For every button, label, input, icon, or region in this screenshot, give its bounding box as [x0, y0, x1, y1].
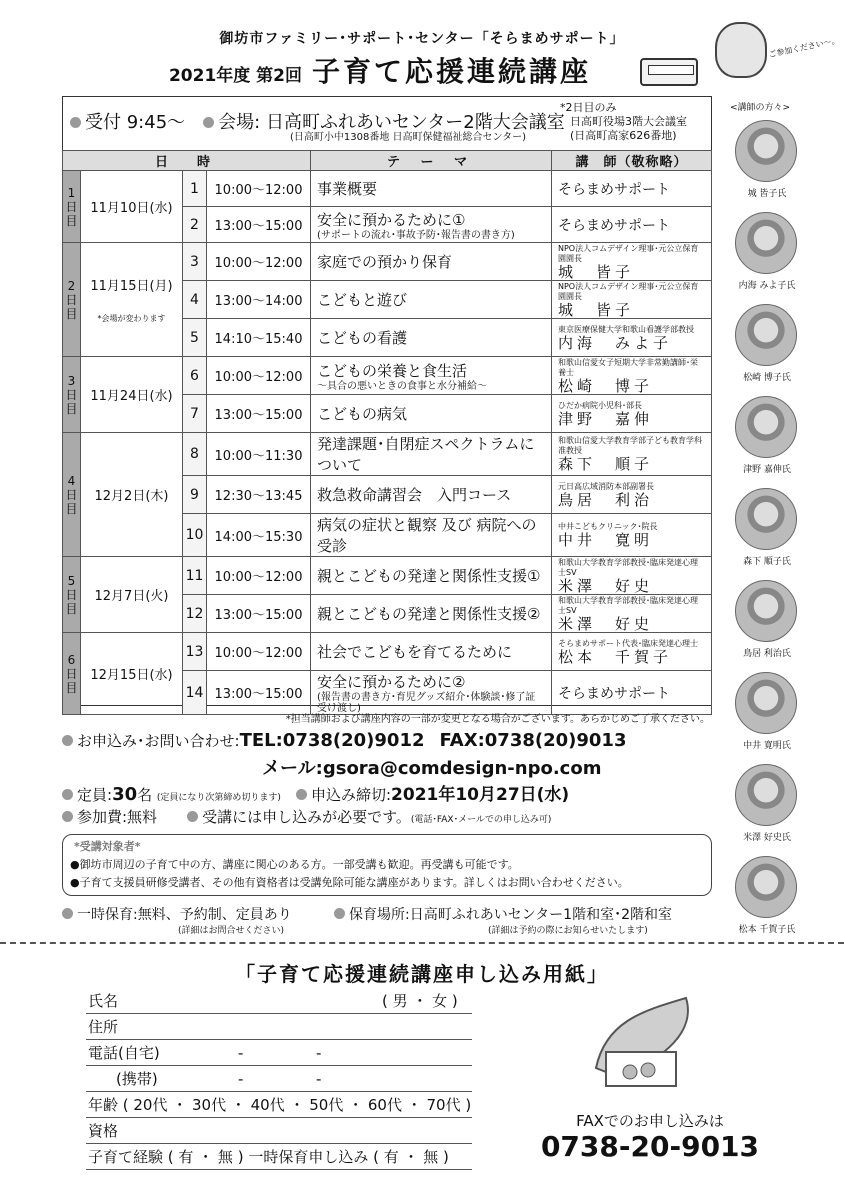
lecturer-cell: そらまめサポート [552, 171, 712, 207]
session-number: 10 [183, 514, 207, 557]
time-cell: 14:10～15:40 [207, 319, 311, 357]
lecturer-photo-name: 鳥居 利治氏 [743, 649, 791, 659]
target-line-1: ●御坊市周辺の子育て中の方、講座に関心のある方。一部受講も歓迎。再受講も可能です。 [70, 858, 519, 871]
form-address-field[interactable]: 住所 [86, 1016, 472, 1040]
header-lecturer: 講 師（敬称略） [552, 151, 712, 171]
header-theme: テ ー マ [311, 151, 552, 171]
day-cell: 3日目 [63, 357, 81, 433]
lecturer-photo-name: 津野 嘉伸氏 [743, 465, 791, 475]
schedule-row [63, 243, 712, 281]
lecturer-cell: NPO法人コムデザイン理事･元公立保育園園長 城 皆子 [552, 243, 712, 281]
lecturer-cell: 元日高広域消防本部副署長 鳥居 利治 [552, 476, 712, 514]
form-experience-field[interactable]: 子育て経験 ( 有 ・ 無 ) 一時保育申し込み ( 有 ・ 無 ) [86, 1146, 472, 1170]
session-number: 12 [183, 595, 207, 633]
theme-cell: 事業概要 [311, 171, 552, 207]
day-cell: 2日目 [63, 243, 81, 357]
lecturer-photo-name: 米澤 好史氏 [743, 833, 791, 843]
form-name-field[interactable]: 氏名 ( 男 ・ 女 ) [86, 990, 472, 1014]
session-number: 2 [183, 207, 207, 243]
lecturer-photo [735, 580, 797, 642]
lecturer-photo [735, 488, 797, 550]
date-cell: 11月10日(水) [81, 171, 183, 243]
time-cell: 13:00～15:00 [207, 671, 311, 715]
theme-cell: 救急救命講習会 入門コース [311, 476, 552, 514]
form-age-field[interactable]: 年齢 ( 20代 ・ 30代 ・ 40代 ・ 50代 ・ 60代 ・ 70代 ) [86, 1094, 472, 1118]
form-phone-mobile-field[interactable]: (携帯) - - [86, 1068, 472, 1092]
theme-cell: こどもの看護 [311, 319, 552, 357]
bean-speech: ご参加ください～。 [767, 35, 841, 60]
session-number: 1 [183, 171, 207, 207]
day-cell: 4日目 [63, 433, 81, 557]
time-cell: 10:00～12:00 [207, 171, 311, 207]
schedule-row [63, 433, 712, 476]
day2-venue-note: *2日目のみ 日高町役場3階大会議室 (日高町高家626番地) [560, 101, 687, 142]
theme-cell: 安全に預かるために② (報告書の書き方･育児グッズ紹介･体験談･修了証受け渡し) [311, 671, 552, 715]
fax-number: 0738-20-9013 [540, 1130, 760, 1163]
time-cell: 10:00～12:00 [207, 243, 311, 281]
lecturer-cell: 中井こどもクリニック･院長 中井 寛明 [552, 514, 712, 557]
lecturer-cell: ひだか病院小児科･部長 津野 嘉伸 [552, 395, 712, 433]
fee-line: 参加費:無料 受講には申し込みが必要です。(電話･FAX･メールでの申し込み可) [62, 806, 551, 827]
session-number: 11 [183, 557, 207, 595]
bean-pod-illustration [586, 990, 702, 1090]
theme-cell: 発達課題･自閉症スペクトラムについて [311, 433, 552, 476]
lecturer-photo-name: 森下 順子氏 [743, 557, 791, 567]
time-cell: 10:00～12:00 [207, 557, 311, 595]
schedule-row [63, 557, 712, 595]
lecturer-photo-name: 城 皆子氏 [747, 189, 787, 199]
lecturer-cell: そらまめサポート [552, 671, 712, 715]
session-number: 13 [183, 633, 207, 671]
date-cell: 11月24日(水) [81, 357, 183, 433]
time-cell: 10:00～11:30 [207, 433, 311, 476]
lecturer-photo-name: 中井 寛明氏 [743, 741, 791, 751]
target-title: *受講対象者* [74, 840, 141, 853]
lecturer-photo [735, 396, 797, 458]
theme-cell: こどもの栄養と食生活 ～具合の悪いときの食事と水分補給～ [311, 357, 552, 395]
train-illustration [640, 58, 698, 86]
childcare-right-note: (詳細は予約の際にお知らせいたします) [488, 926, 648, 936]
day-cell: 6日目 [63, 633, 81, 715]
time-cell: 13:00～15:00 [207, 595, 311, 633]
session-number: 6 [183, 357, 207, 395]
lecturer-cell: 和歌山信愛女子短期大学非常勤講師･栄養士 松崎 博子 [552, 357, 712, 395]
organizer: 御坊市ファミリー･サポート･センター「そらまめサポート」 [219, 31, 625, 47]
theme-cell: 社会でこどもを育てるために [311, 633, 552, 671]
theme-cell: 親とこどもの発達と関係性支援① [311, 557, 552, 595]
lecturer-photo [735, 764, 797, 826]
schedule-row [63, 633, 712, 671]
session-number: 7 [183, 395, 207, 433]
date-cell: 12月15日(水) [81, 633, 183, 715]
form-qualification-field[interactable]: 資格 [86, 1120, 472, 1144]
contact-line: お申込み･お問い合わせ:TEL:0738(20)9012 FAX:0738(20)9013 [62, 730, 626, 751]
lecturer-photo [735, 672, 797, 734]
reception-info: 受付 9:45～ 会場: 日高町ふれあいセンター2階大会議室 [70, 108, 565, 134]
childcare-left: 一時保育:無料、予約制、定員あり [62, 904, 292, 924]
lecturer-cell: そらまめサポート代表･臨床発達心理士 松本 千賀子 [552, 633, 712, 671]
theme-cell: 安全に預かるために① (サポートの流れ･事故予防･報告書の書き方) [311, 207, 552, 243]
lecturer-cell: 和歌山大学教育学部教授･臨床発達心理士SV 米澤 好史 [552, 595, 712, 633]
time-cell: 14:00～15:30 [207, 514, 311, 557]
date-cell: 12月7日(火) [81, 557, 183, 633]
day-cell: 1日目 [63, 171, 81, 243]
date-cell: 11月15日(月) *会場が変わります [81, 243, 183, 357]
theme-cell: 家庭での預かり保育 [311, 243, 552, 281]
schedule-row [63, 357, 712, 395]
page-title [120, 50, 640, 90]
day-cell: 5日目 [63, 557, 81, 633]
time-cell: 13:00～15:00 [207, 207, 311, 243]
schedule-table [62, 150, 712, 715]
footnote: *担当講師および講座内容の一部が変更となる場合がございます。あらかじめご了承ください。 [285, 714, 710, 725]
session-number: 3 [183, 243, 207, 281]
theme-cell: 病気の症状と観察 及び 病院への受診 [311, 514, 552, 557]
lecturer-photo-name: 松崎 博子氏 [743, 373, 791, 383]
lecturer-photo [735, 304, 797, 366]
time-cell: 10:00～12:00 [207, 633, 311, 671]
form-phone-home-field[interactable]: 電話(自宅) - - [86, 1042, 472, 1066]
schedule-row [63, 171, 712, 207]
theme-cell: こどもと遊び [311, 281, 552, 319]
time-cell: 12:30～13:45 [207, 476, 311, 514]
childcare-right: 保育場所:日高町ふれあいセンター1階和室･2階和室 [334, 904, 672, 924]
session-number: 4 [183, 281, 207, 319]
lecturer-photo-name: 内海 みよ子氏 [738, 281, 796, 291]
target-line-2: ●子育て支援員研修受講者、その他有資格者は受講免除可能な講座があります。詳しくはお問い合わせください。 [70, 876, 629, 889]
session-number: 8 [183, 433, 207, 476]
session-number: 9 [183, 476, 207, 514]
time-cell: 10:00～12:00 [207, 357, 311, 395]
bean-mascot [715, 22, 767, 78]
time-cell: 13:00～14:00 [207, 281, 311, 319]
lecturer-cell: 和歌山大学教育学部教授･臨床発達心理士SV 米澤 好史 [552, 557, 712, 595]
title-main: 子育て応援連続講座 [312, 55, 592, 88]
mail-line: メール:gsora@comdesign-npo.com [262, 758, 602, 779]
capacity-line: 定員:30名 (定員になり次第締め切ります) 申込み締切:2021年10月27日(水) [62, 780, 569, 805]
lecturer-cell: そらまめサポート [552, 207, 712, 243]
time-cell: 13:00～15:00 [207, 395, 311, 433]
date-cell: 12月2日(木) [81, 433, 183, 557]
venue-address: (日高町小中1308番地 日高町保健福祉総合センター) [290, 132, 527, 143]
session-number: 5 [183, 319, 207, 357]
lecturer-cell: NPO法人コムデザイン理事･元公立保育園園長 城 皆子 [552, 281, 712, 319]
lecturer-cell: 和歌山信愛大学教育学部子ども教育学科准教授 森下 順子 [552, 433, 712, 476]
theme-cell: こどもの病気 [311, 395, 552, 433]
lecturers-label: <講師の方々> [730, 103, 791, 113]
session-number: 14 [183, 671, 207, 715]
lecturer-photo [735, 212, 797, 274]
lecturer-cell: 東京医療保健大学和歌山看護学部教授 内海 みよ子 [552, 319, 712, 357]
lecturer-photo-name: 松本 千賀子氏 [738, 925, 796, 935]
title-year: 2021年度 第2回 [168, 66, 303, 86]
form-title: 「子育て応援連続講座申し込み用紙」 [235, 962, 609, 986]
fax-label: FAXでのお申し込みは [576, 1112, 724, 1130]
childcare-left-note: (詳細はお問合せください) [178, 926, 285, 936]
lecturer-photo [735, 856, 797, 918]
header-datetime: 日 時 [63, 151, 311, 171]
theme-cell: 親とこどもの発達と関係性支援② [311, 595, 552, 633]
cut-line [0, 942, 844, 944]
lecturer-photo [735, 120, 797, 182]
